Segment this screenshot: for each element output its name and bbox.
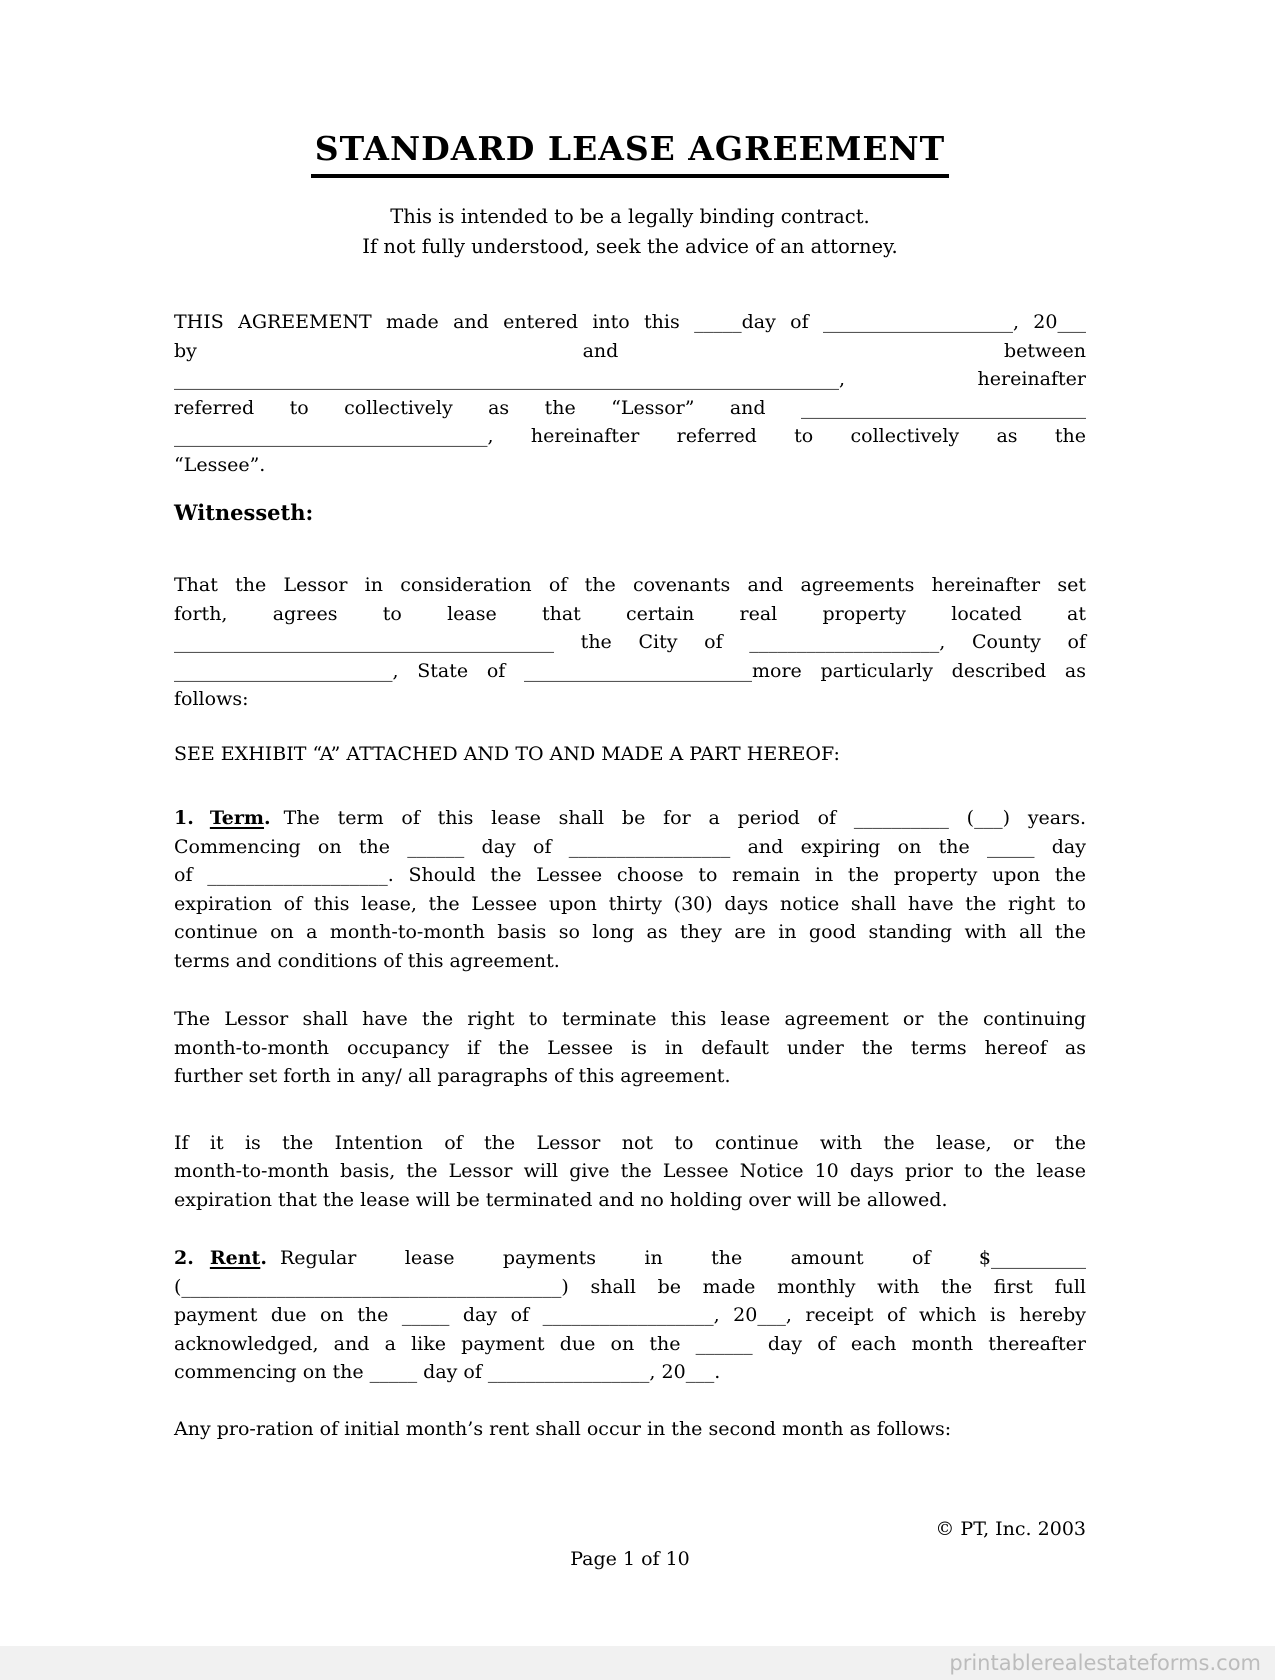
subtitle-line: This is intended to be a legally binding contract. <box>390 205 870 228</box>
section-label: Rent <box>209 1247 261 1269</box>
text-line: expiration that the lease will be terminated and no holding over will be allowed. <box>174 1188 948 1211</box>
site-watermark-text: printablerealestateforms.com <box>949 1651 1261 1675</box>
paragraph-intro <box>174 308 1086 479</box>
text-line: ________________________________________ the City of ____________________, County of <box>174 631 1086 653</box>
section-heading-line <box>174 1244 1086 1273</box>
page-number: Page 1 of 10 <box>570 1548 690 1570</box>
document-content <box>174 0 1086 1443</box>
text-line: SEE EXHIBIT “A” ATTACHED AND TO AND MADE A PART HEREOF: <box>174 742 840 765</box>
page-title: STANDARD LEASE AGREEMENT <box>311 128 949 178</box>
site-watermark-bar <box>0 1646 1275 1680</box>
section-label: Term <box>209 807 265 829</box>
text-line: follows: <box>174 688 249 710</box>
document-subtitle <box>174 202 1086 262</box>
text-line: ______________________________________________________________________, hereinafter <box>174 368 1086 390</box>
text-line: further set forth in any/ all paragraphs of this agreement. <box>174 1065 731 1087</box>
text-line: That the Lessor in consideration of the covenants and agreements hereinafter set <box>174 574 1086 596</box>
section-term <box>174 804 1086 975</box>
text-line: (________________________________________) shall be made monthly with the first full <box>174 1275 1086 1298</box>
text-line: _________________________________, hereinafter referred to collectively as the <box>174 425 1086 447</box>
text-line: acknowledged, and a like payment due on the ______ day of each month thereafter <box>174 1332 1086 1355</box>
witnesseth-heading: Witnesseth: <box>174 500 314 525</box>
exhibit-line <box>174 740 1086 769</box>
text-line: of ___________________. Should the Lessee choose to remain in the property upon the <box>174 864 1086 886</box>
text-line: referred to collectively as the “Lessor” and ______________________________ <box>174 396 1086 419</box>
section-text: The term of this lease shall be for a period of __________ (___) years. <box>283 807 1086 829</box>
section-rent <box>174 1244 1086 1387</box>
text-line: by and between <box>174 339 1086 362</box>
text-line: forth, agrees to lease that certain real property located at <box>174 602 1086 625</box>
subtitle-line: If not fully understood, seek the advice of an attorney. <box>362 235 898 258</box>
text-line: expiration of this lease, the Lessee upon thirty (30) days notice shall have the right to <box>174 892 1086 915</box>
section-number: 2. <box>174 1247 194 1269</box>
text-line: _______________________, State of ________________________more particularly described as <box>174 659 1086 682</box>
copyright-notice: © PT, Inc. 2003 <box>935 1518 1086 1540</box>
paragraph-termination-right <box>174 1005 1086 1091</box>
section-text: Regular lease payments in the amount of $__________ <box>279 1247 1086 1269</box>
paragraph-property <box>174 571 1086 714</box>
text-line: month-to-month basis, the Lessor will give the Lessee Notice 10 days prior to the lease <box>174 1160 1086 1182</box>
text-line: commencing on the _____ day of _________________, 20___. <box>174 1361 721 1383</box>
text-line: continue on a month-to-month basis so long as they are in good standing with all the <box>174 921 1086 943</box>
section-heading-line <box>174 804 1086 833</box>
document-title-block <box>174 128 1086 178</box>
paragraph-proration <box>174 1415 1086 1444</box>
text-line: payment due on the _____ day of __________________, 20___, receipt of which is hereby <box>174 1304 1086 1326</box>
section-period: . <box>264 807 271 829</box>
text-line: If it is the Intention of the Lessor not to continue with the lease, or the <box>174 1131 1086 1154</box>
paragraph-notice <box>174 1129 1086 1215</box>
text-line: terms and conditions of this agreement. <box>174 949 560 972</box>
text-line: month-to-month occupancy if the Lessee is in default under the terms hereof as <box>174 1036 1086 1059</box>
text-line: “Lessee”. <box>174 453 266 476</box>
section-period: . <box>260 1247 267 1269</box>
text-line: Any pro-ration of initial month’s rent shall occur in the second month as follows: <box>174 1417 952 1440</box>
text-line: Commencing on the ______ day of _________________ and expiring on the _____ day <box>174 835 1086 858</box>
text-line: THIS AGREEMENT made and entered into this _____day of ____________________, 20___ <box>174 311 1086 333</box>
text-line: The Lessor shall have the right to terminate this lease agreement or the continuing <box>174 1008 1086 1030</box>
section-number: 1. <box>174 807 194 829</box>
